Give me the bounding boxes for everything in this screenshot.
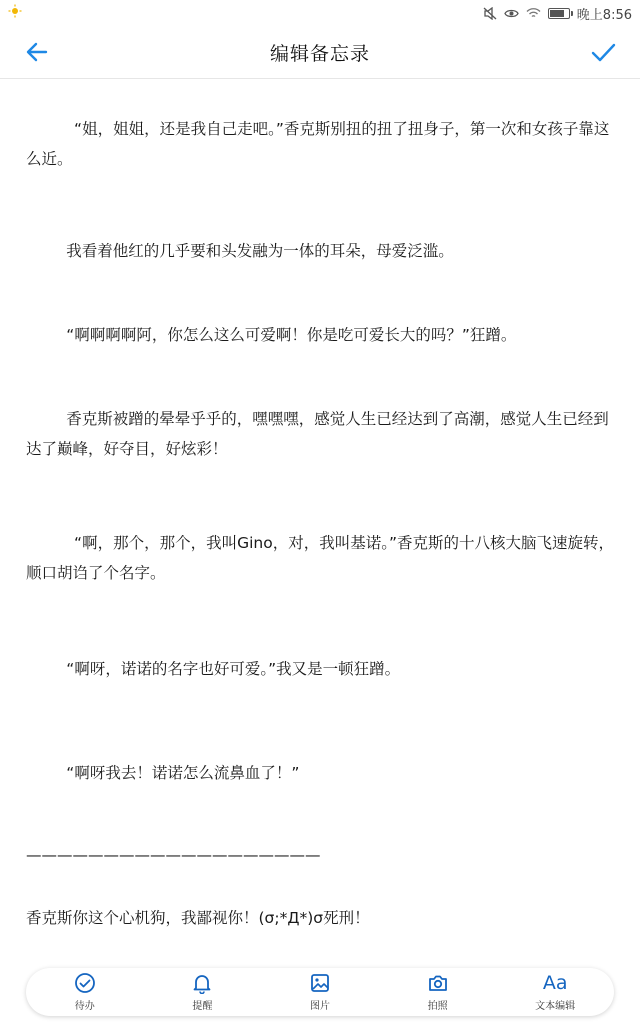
photo-button[interactable] [398, 972, 478, 1012]
reminder-label: 提醒 [192, 1001, 213, 1012]
text-edit-label: 文本编辑 [535, 1001, 576, 1012]
status-bar [0, 0, 640, 26]
title-bar [0, 26, 640, 79]
status-time: 晚上8:56 [576, 7, 632, 23]
text-edit-button[interactable] [515, 972, 595, 1012]
memo-paragraph[interactable]: “啊呀我去！诺诺怎么流鼻血了！” [66, 764, 300, 782]
image-button[interactable] [280, 972, 360, 1012]
weather-icon [8, 4, 22, 22]
bell-icon [191, 972, 213, 994]
reminder-button[interactable] [162, 972, 242, 1012]
eye-comfort-icon [504, 8, 519, 19]
memo-paragraph[interactable]: 香克斯你这个心机狗，我鄙视你！(σ;*Д*)σ死刑！ [26, 909, 370, 927]
memo-divider[interactable]: ——————————————————— [26, 846, 321, 864]
todo-button[interactable] [45, 972, 125, 1012]
image-label: 图片 [309, 1001, 330, 1012]
checkmark-icon[interactable] [588, 38, 618, 66]
wifi-icon [526, 7, 541, 19]
photo-label: 拍照 [427, 1001, 448, 1012]
checklist-icon [74, 972, 96, 994]
camera-icon [427, 972, 449, 994]
todo-label: 待办 [74, 1001, 95, 1012]
memo-paragraph[interactable]: “姐，姐姐，还是我自己走吧。”香克斯别扭的扭了扭身子，第一次和女孩子靠这么近。 [26, 120, 610, 168]
mute-icon [483, 7, 497, 20]
memo-paragraph[interactable]: “啊啊啊啊阿，你怎么这么可爱啊！你是吃可爱长大的吗？”狂蹭。 [66, 326, 517, 344]
image-icon [309, 972, 331, 994]
battery-icon [548, 8, 570, 19]
status-indicators [483, 4, 632, 23]
bottom-toolbar [26, 968, 614, 1016]
memo-paragraph[interactable]: 香克斯被蹭的晕晕乎乎的，嘿嘿嘿，感觉人生已经达到了高潮，感觉人生已经到达了巅峰，好夺目，好炫彩！ [26, 410, 609, 458]
memo-paragraph[interactable]: 我看着他红的几乎要和头发融为一体的耳朵，母爱泛滥。 [66, 242, 454, 260]
text-format-icon: Aa [542, 972, 568, 994]
back-arrow-icon[interactable] [22, 38, 52, 66]
memo-paragraph[interactable]: “啊，那个，那个，我叫Gino，对，我叫基诺。”香克斯的十八核大脑飞速旋转，顺口胡诌了个名字。 [26, 534, 614, 582]
memo-paragraph[interactable]: “啊呀，诺诺的名字也好可爱。”我又是一顿狂蹭。 [66, 660, 401, 678]
page-title: 编辑备忘录 [269, 42, 370, 65]
